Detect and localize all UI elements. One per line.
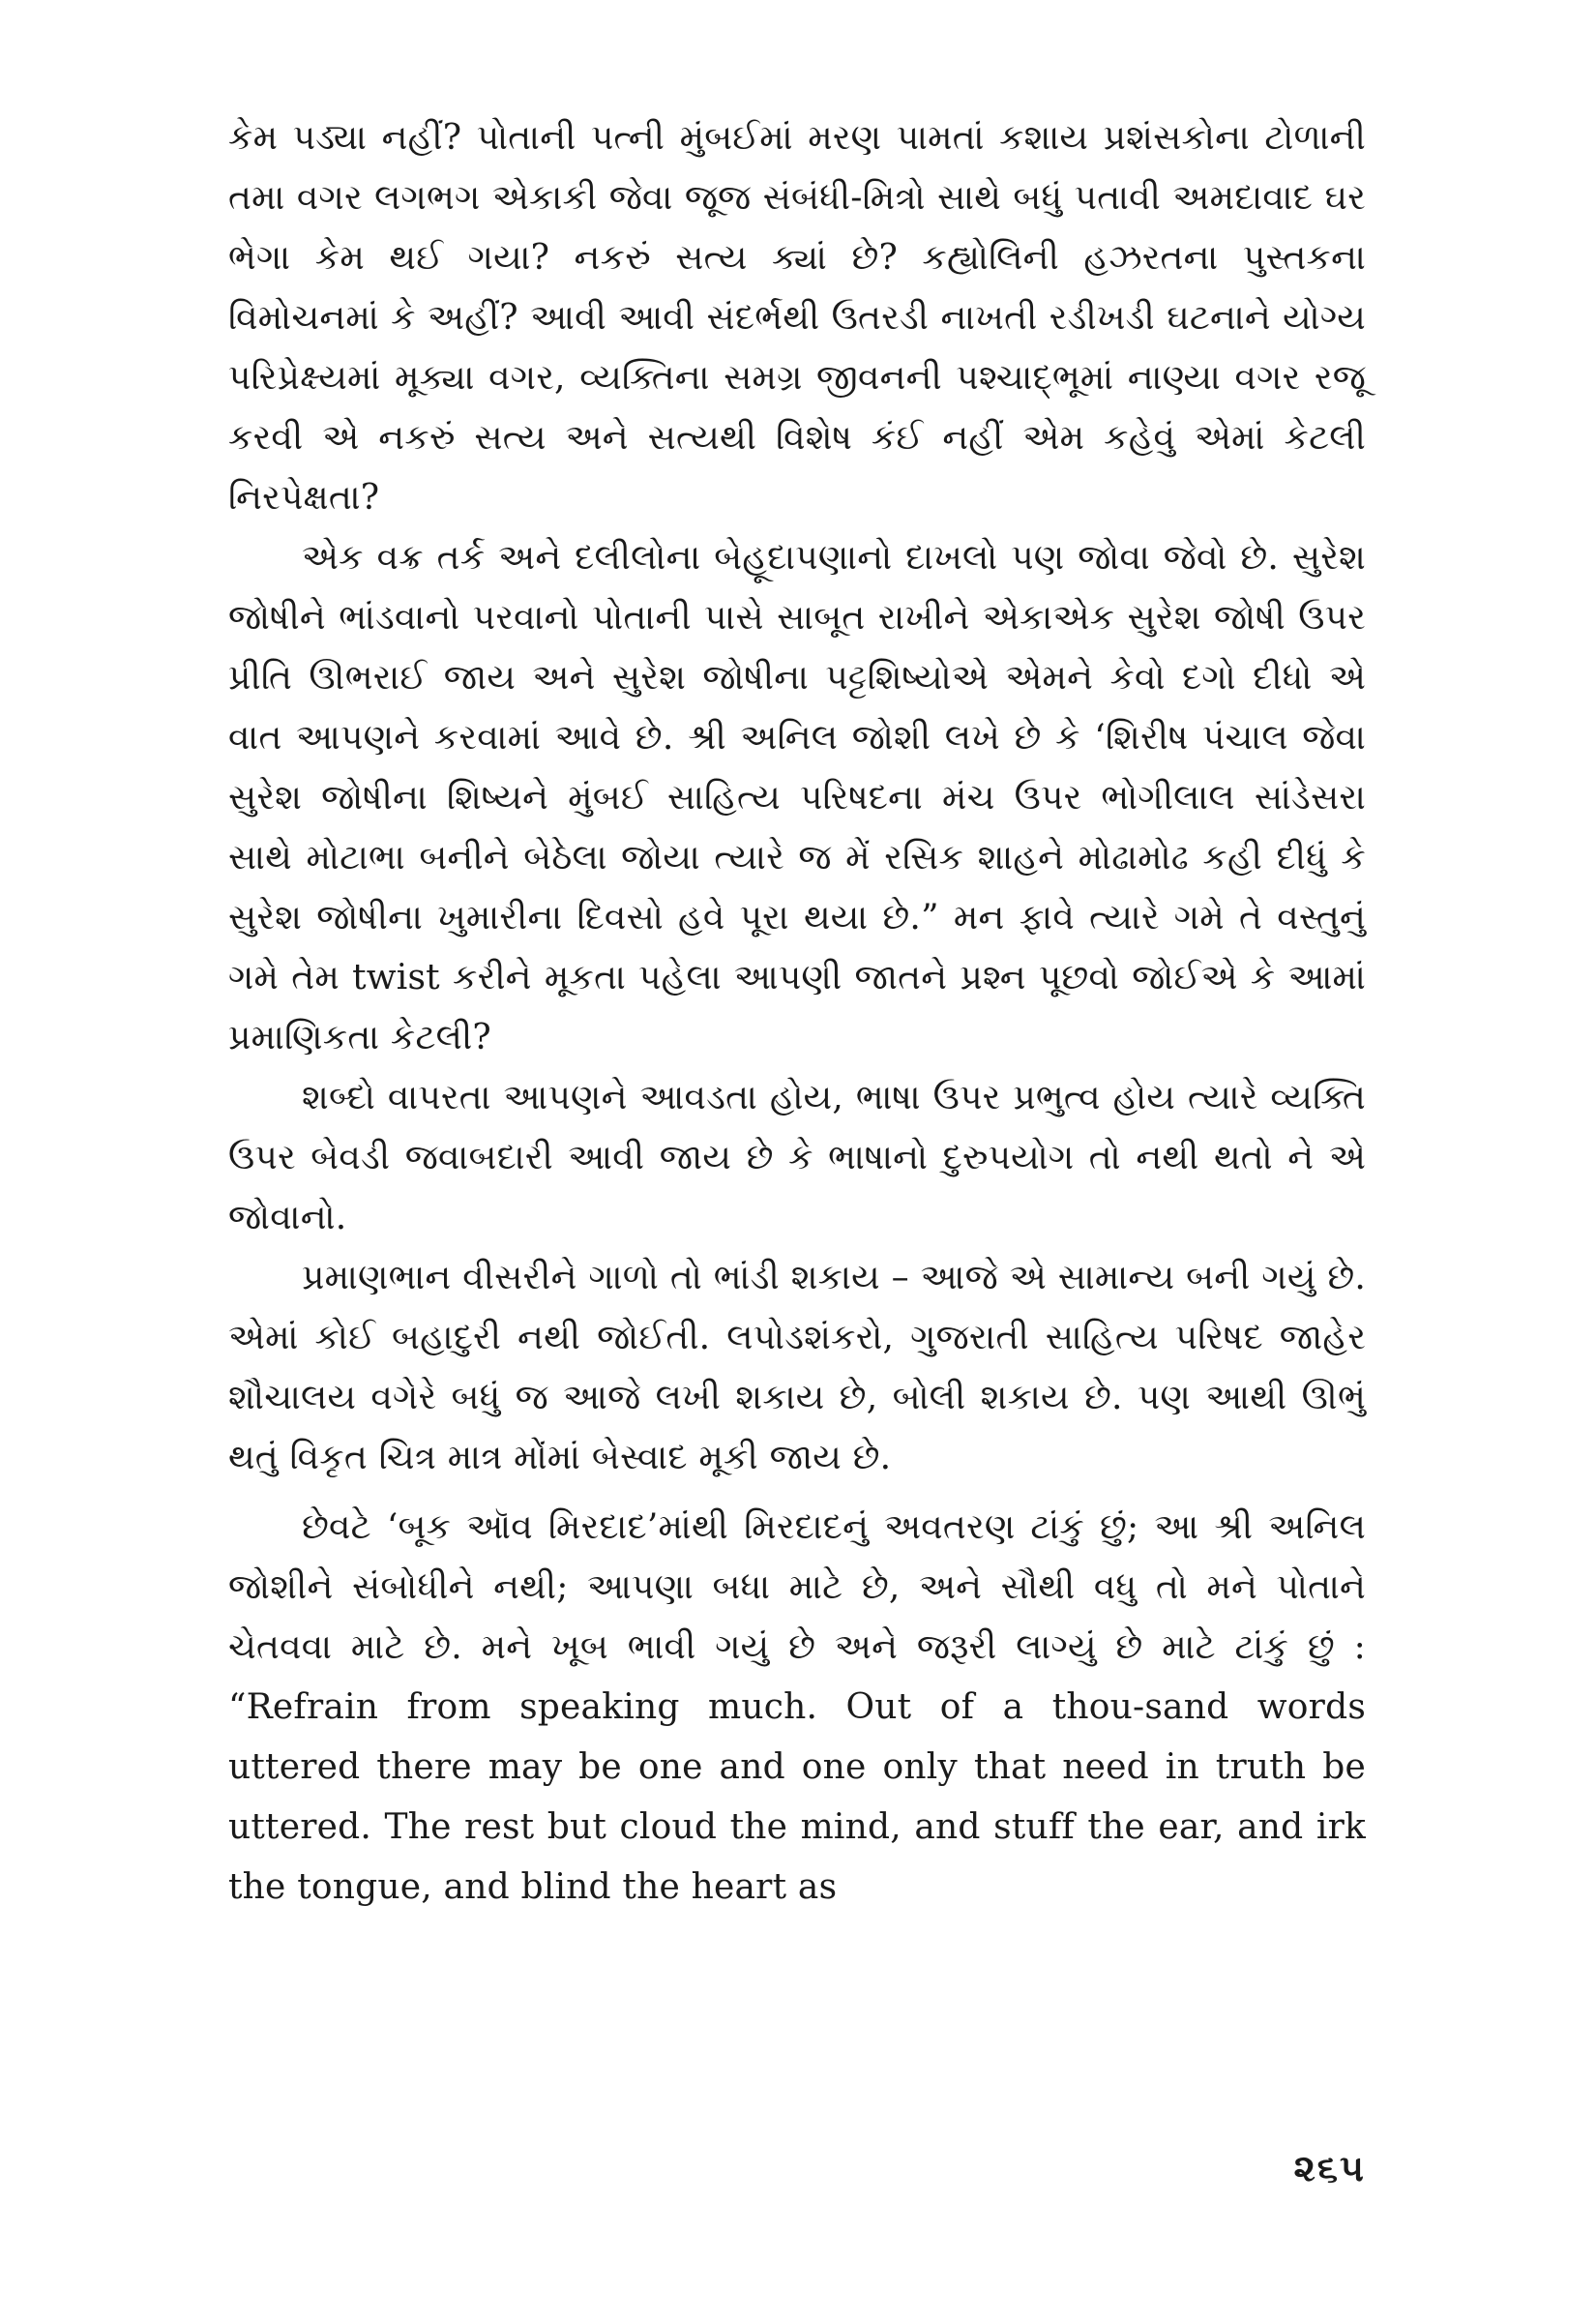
paragraph-3: શબ્દો વાપરતા આપણને આવડતા હોય, ભાષા ઉપર પ્રભુત્વ હોય ત્યારે વ્યક્તિ ઉપર બેવડી જવાબદારી આવી જાય છે કે ભાષાનો દુરુપયોગ તો નથી થતો ને એ જોવાનો.: [228, 1078, 1366, 1237]
paragraph-2: એક વક્ર તર્ક અને દલીલોના બેહૂદાપણાનો દાખલો પણ જોવા જેવો છે. સુરેશ જોષીને ભાંડવાનો પરવાનો પોતાની પાસે સાબૂત રાખીને એકાએક સુરેશ જોષી ઉપર પ્રીતિ ઊભરાઈ જાય અને સુરેશ જોષીના પટ્ટશિષ્યોએ એમને કેવો દગો દીધો એ વાત આપણને કરવામાં આવે છે. શ્રી અનિલ જોશી લખે છે કે ‘શિરીષ પંચાલ જેવા સુરેશ જોષીના શિષ્યને મુંબઈ સાહિત્ય પરિષદના મંચ ઉપર ભોગીલાલ સાંડેસરા સાથે મોટાભા બનીને બેઠેલા જોયા ત્યારે જ મેં રસિક શાહને મોઢામોઢ કહી દીધું કે સુરેશ જોષીના ખુમારીના દિવસો હવે પૂરા થયા છે.” મન ફાવે ત્યારે ગમે તે વસ્તુનું ગમે તેમ twist કરીને મૂકતા પહેલા આપણી જાતને પ્રશ્ન પૂછવો જોઈએ કે આમાં પ્રમાણિકતા કેટલી?: [228, 538, 1366, 1057]
page-body: [228, 108, 1366, 1918]
paragraph-4: પ્રમાણભાન વીસરીને ગાળો તો ભાંડી શકાય – આજે એ સામાન્ય બની ગયું છે. એમાં કોઈ બહાદુરી નથી જોઈતી. લપોડશંકરો, ગુજરાતી સાહિત્ય પરિષદ જાહેર શૌચાલય વગેરે બધું જ આજે લખી શકાય છે, બોલી શકાય છે. પણ આથી ઊભું થતું વિકૃત ચિત્ર માત્ર મોંમાં બેસ્વાદ મૂકી જાય છે.: [228, 1258, 1366, 1477]
paragraph-1: કેમ પડ્યા નહીં? પોતાની પત્ની મુંબઈમાં મરણ પામતાં કશાય પ્રશંસકોના ટોળાની તમા વગર લગભગ એકાકી જેવા જૂજ સંબંધી-મિત્રો સાથે બધું પતાવી અમદાવાદ ઘર ભેગા કેમ થઈ ગયા? નકરું સત્ય ક્યાં છે? કહ્યોલિની હઝરતના પુસ્તકના વિમોચનમાં કે અહીં? આવી આવી સંદર્ભથી ઉતરડી નાખતી રડીખડી ઘટનાને યોગ્ય પરિપ્રેક્ષ્યમાં મૂક્યા વગર, વ્યક્તિના સમગ્ર જીવનની પશ્ચાદ્ભૂમાં નાણ્યા વગર રજૂ કરવી એ નકરું સત્ય અને સત્યથી વિશેષ કંઈ નહીં એમ કહેવું એમાં કેટલી નિરપેક્ષતા?: [228, 118, 1366, 518]
page-number: ૨૬૫: [1293, 2146, 1366, 2189]
paragraph-5: છેવટે ‘બૂક ઑવ મિરદાદ’માંથી મિરદાદનું અવતરણ ટાંકું છું; આ શ્રી અનિલ જોશીને સંબોધીને નથી; આપણા બધા માટે છે, અને સૌથી વધુ તો મને પોતાને ચેતવવા માટે છે. મને ખૂબ ભાવી ગયું છે અને જરૂરી લાગ્યું છે માટે ટાંકું છું : “Refrain from speaking much. Out of a thou-sand words uttered there may be one and one only that need in truth be uttered. The rest but cloud the mind, and stuff the ear, and irk the tongue, and blind the heart as: [228, 1507, 1366, 1907]
